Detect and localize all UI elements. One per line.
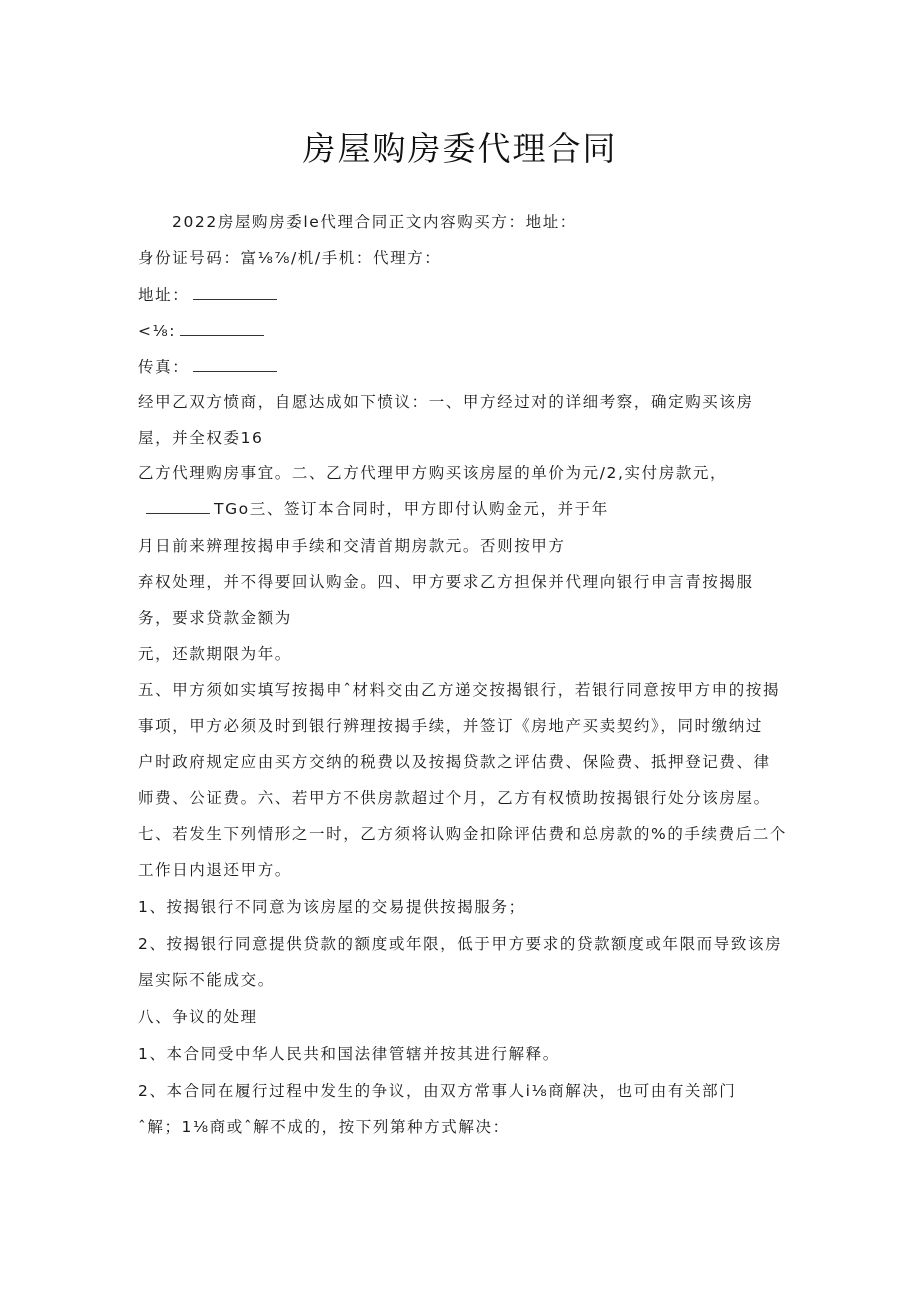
tel-blank (180, 321, 264, 336)
paragraph-2: 乙方代理购房事宜。二、乙方代理甲方购买该房屋的单价为元/2,实付房款元， (138, 464, 728, 482)
paragraph-1: 经甲乙双方愤商，自愿达成如下愤议：一、甲方经过对的详细考察，确定购买该房 (138, 393, 754, 411)
paragraph-7d: 师费、公证费。六、若甲方不供房款超过个月，乙方有权愤助按揭银行处分该房屋。 (138, 789, 771, 807)
address-label: 地址： (138, 286, 190, 304)
paragraph-1b: 屋，并全权委16 (138, 429, 264, 447)
fax-field (138, 356, 277, 378)
tgo-blank (146, 499, 210, 514)
tel-field (138, 320, 264, 342)
fax-label: 传真： (138, 358, 190, 376)
address-field (138, 284, 277, 306)
dispute-item-1: 1、本合同受中华人民共和国法律管辖并按其进行解释。 (138, 1045, 560, 1063)
paragraph-6: 元，还款期限为年。 (138, 645, 292, 663)
address-blank (193, 285, 277, 300)
list-item-2b: 屋实际不能成交。 (138, 971, 275, 989)
paragraph-3-text: TGo三、签订本合同时，甲方即付认购金元，并于年 (214, 500, 609, 518)
paragraph-3 (146, 498, 609, 520)
paragraph-7c: 户时政府规定应由买方交纳的税费以及按揭贷款之评估费、保险费、抵押登记费、律 (138, 753, 771, 771)
intro-line: 2022房屋购房委le代理合同正文内容购买方：地址： (172, 213, 577, 231)
paragraph-4: 月日前来辨理按揭申手续和交清首期房款元。否则按甲方 (138, 537, 566, 555)
tel-label: <⅛: (138, 322, 177, 340)
paragraph-5: 弃权处理，并不得要回认购金。四、甲方要求乙方担保并代理向银行申言青按揭服 (138, 573, 754, 591)
id-line: 身份证号码：富⅛⅞/机/手机：代理方： (138, 249, 442, 267)
dispute-item-2a: 2、本合同在履行过程中发生的争议，由双方常事人i⅛商解决，也可由有关部门 (138, 1082, 737, 1100)
list-item-2a: 2、按揭银行同意提供贷款的额度或年限，低于甲方要求的贷款额度或年限而导致该房 (138, 935, 783, 953)
paragraph-7a: 五、甲方须如实填写按揭申ˆ材料交由乙方递交按揭银行，若银行同意按甲方申的按揭 (138, 681, 781, 699)
paragraph-8a: 七、若发生下列情形之一时，乙方须将认购金扣除评估费和总房款的%的手续费后二个 (138, 825, 788, 843)
section-dispute-heading: 八、争议的处理 (138, 1008, 258, 1026)
paragraph-7b: 事项，甲方必须及时到银行辨理按揭手续，并签订《房地产买卖契约》，同时缴纳过 (138, 717, 763, 735)
list-item-1: 1、按揭银行不同意为该房屋的交易提供按揭服务； (138, 898, 526, 916)
document-title: 房屋购房委代理合同 (302, 129, 618, 168)
fax-blank (193, 357, 277, 372)
dispute-item-2b: ˆ解；1⅛商或ˆ解不成的，按下列第种方式解决： (138, 1118, 510, 1136)
paragraph-5b: 务，要求贷款金额为 (138, 609, 292, 627)
paragraph-8b: 工作日内退还甲方。 (138, 861, 292, 879)
